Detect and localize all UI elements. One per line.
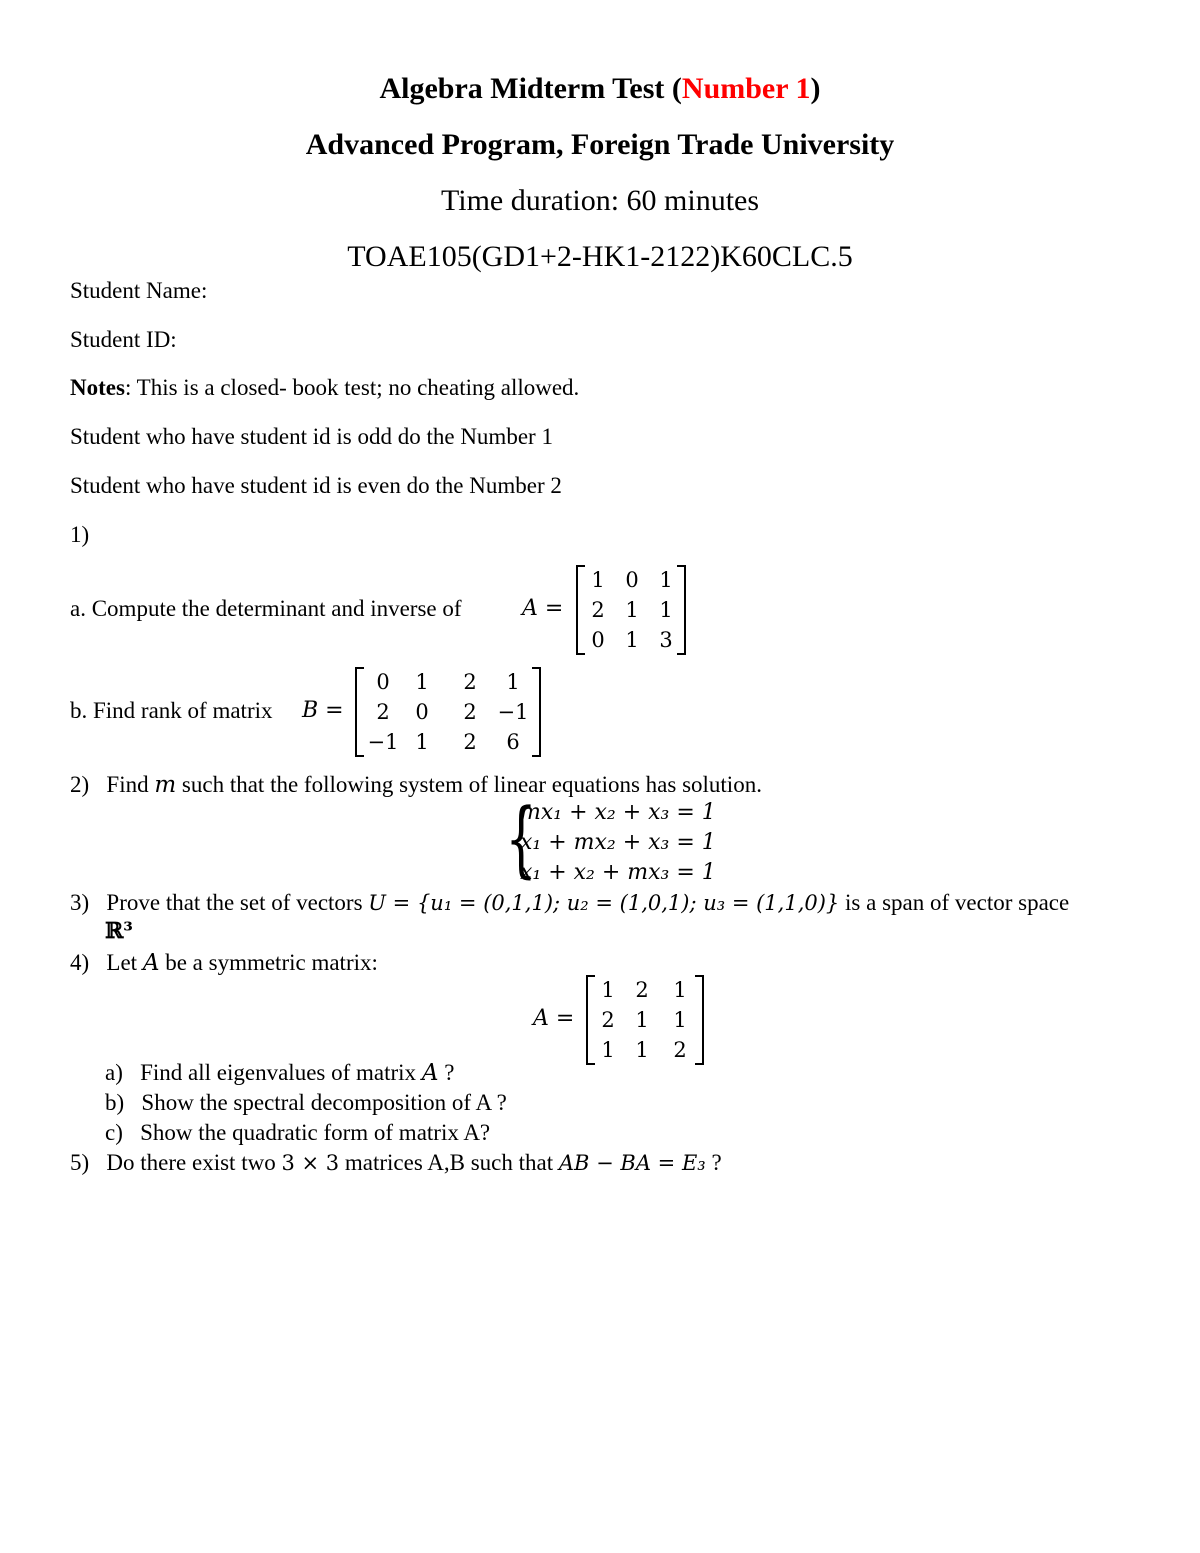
equation-2: x₁ + mx₂ + x₃ = 1	[520, 830, 716, 855]
matrix-cell: 1	[506, 670, 520, 694]
question-5-number: 5)	[70, 1150, 90, 1175]
title-suffix: )	[810, 72, 821, 105]
vector-space: ℝ³	[105, 918, 133, 944]
matrix-left-bracket	[355, 667, 364, 757]
question-4a-label: a)	[105, 1060, 123, 1085]
matrix-a	[588, 565, 676, 655]
question-3-text-post: is a span of vector space	[845, 890, 1070, 915]
matrix-cell: 1	[635, 1038, 649, 1062]
matrix-cell: 0	[591, 628, 605, 652]
question-4b	[105, 1090, 507, 1116]
even-instruction: Student who have student id is even do the Number 2	[70, 473, 562, 498]
question-5	[70, 1150, 722, 1176]
equation-3: x₁ + x₂ + mx₃ = 1	[520, 860, 716, 885]
matrix-cell: 0	[415, 700, 429, 724]
question-2-text-post: such that the following system of linear equations has solution.	[181, 772, 762, 797]
matrix-cell: 1	[673, 1008, 687, 1032]
question-5-text-mid: matrices A,B such that	[344, 1150, 554, 1175]
matrix-cell: 2	[635, 978, 649, 1002]
question-5-end: ?	[711, 1150, 722, 1175]
question-4c-text: Show the quadratic form of matrix A?	[140, 1120, 491, 1145]
matrix-cell: 1	[635, 1008, 649, 1032]
question-4	[70, 950, 378, 976]
question-5-text-pre: Do there exist two	[106, 1150, 276, 1175]
title-prefix: Algebra Midterm Test (	[379, 72, 682, 105]
question-4b-label: b)	[105, 1090, 125, 1115]
question-3-text-pre: Prove that the set of vectors	[106, 890, 363, 915]
matrix-cell: 2	[673, 1038, 687, 1062]
question-4b-text: Show the spectral decomposition of A ?	[141, 1090, 507, 1115]
question-1b-lhs: B =	[302, 698, 344, 723]
question-1b-text: b. Find rank of matrix	[70, 698, 273, 723]
question-4-number: 4)	[70, 950, 90, 975]
matrix-b	[367, 667, 531, 757]
question-3	[70, 890, 1069, 916]
matrix-cell: 0	[625, 568, 639, 592]
matrix-cell: −1	[497, 700, 529, 724]
student-name-label: Student Name:	[70, 278, 208, 303]
system-brace: {	[505, 792, 537, 887]
question-1-number: 1)	[70, 522, 90, 547]
matrix-cell: 3	[659, 628, 673, 652]
matrix-cell: 1	[591, 568, 605, 592]
matrix-left-bracket	[586, 975, 595, 1065]
matrix-cell: 1	[415, 670, 429, 694]
question-2-text-pre: Find	[106, 772, 149, 797]
matrix-cell: 1	[659, 568, 673, 592]
matrix-cell: 2	[376, 700, 390, 724]
matrix-cell: 0	[376, 670, 390, 694]
question-4a-end: ?	[444, 1060, 455, 1085]
equation-1: mx₁ + x₂ + x₃ = 1	[520, 800, 716, 825]
matrix-cell: 2	[463, 730, 477, 754]
matrix-cell: 1	[625, 628, 639, 652]
question-4a-var: A	[421, 1060, 439, 1086]
matrix-cell: 1	[625, 598, 639, 622]
question-4c	[105, 1120, 490, 1146]
question-1a-lhs: A =	[522, 596, 564, 621]
question-4-text-post: be a symmetric matrix:	[165, 950, 378, 975]
matrix-cell: −1	[367, 730, 399, 754]
vector-set: U = {u₁ = (0,1,1); u₂ = (1,0,1); u₃ = (1,1,0)}	[368, 891, 840, 915]
notes-text: : This is a closed- book test; no cheating allowed.	[124, 375, 580, 400]
student-id-label: Student ID:	[70, 327, 177, 352]
matrix-cell: 2	[591, 598, 605, 622]
question-1a-text: a. Compute the determinant and inverse of	[70, 596, 462, 621]
matrix-right-bracket	[532, 667, 541, 757]
symmetric-matrix-a	[598, 975, 694, 1065]
matrix-cell: 1	[673, 978, 687, 1002]
matrix-dimension: 3 × 3	[281, 1151, 340, 1175]
number-label: Number 1	[681, 72, 811, 105]
odd-instruction: Student who have student id is odd do the Number 1	[70, 424, 553, 449]
question-4-lhs: A =	[533, 1006, 575, 1031]
course-code: TOAE105(GD1+2-HK1-2122)K60CLC.5	[347, 240, 853, 273]
question-2-number: 2)	[70, 772, 90, 797]
question-2	[70, 772, 762, 798]
matrix-cell: 1	[601, 978, 615, 1002]
question-4-var: A	[142, 950, 160, 976]
matrix-right-bracket	[695, 975, 704, 1065]
commutator-expression: AB − BA = E₃	[558, 1151, 706, 1175]
matrix-left-bracket	[576, 565, 585, 655]
question-4a	[105, 1060, 454, 1086]
notes-label: Notes	[70, 375, 125, 400]
matrix-right-bracket	[677, 565, 686, 655]
question-4-text-pre: Let	[106, 950, 138, 975]
matrix-cell: 2	[601, 1008, 615, 1032]
time-duration: Time duration: 60 minutes	[440, 184, 760, 217]
matrix-cell: 1	[659, 598, 673, 622]
matrix-cell: 2	[463, 670, 477, 694]
matrix-cell: 6	[506, 730, 520, 754]
question-4c-label: c)	[105, 1120, 123, 1145]
question-4a-text: Find all eigenvalues of matrix	[140, 1060, 417, 1085]
matrix-cell: 1	[415, 730, 429, 754]
matrix-cell: 2	[463, 700, 477, 724]
question-3-number: 3)	[70, 890, 90, 915]
matrix-cell: 1	[601, 1038, 615, 1062]
exam-title	[0, 72, 1200, 106]
notes-line	[70, 375, 579, 401]
exam-subtitle: Advanced Program, Foreign Trade University	[305, 128, 895, 161]
question-2-var: m	[154, 772, 177, 798]
